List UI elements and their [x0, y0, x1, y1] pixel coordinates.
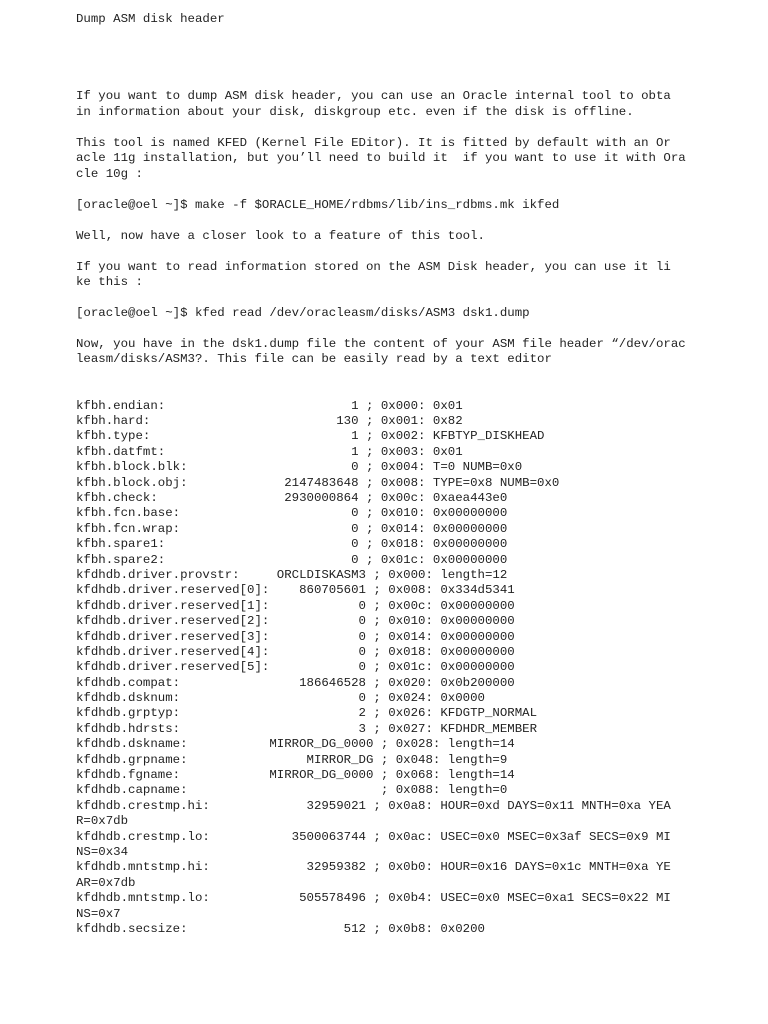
text-line: If you want to read information stored on the ASM Disk header, you can use it li	[76, 259, 671, 274]
dump-line: AR=0x7db	[76, 875, 136, 890]
dump-line: kfdhdb.grptyp: 2 ; 0x026: KFDGTP_NORMAL	[76, 706, 538, 721]
text-line: leasm/disks/ASM3?. This file can be easily read by a text editor	[76, 352, 552, 367]
paragraph-feature	[76, 229, 756, 244]
text-line: This tool is named KFED (Kernel File EDitor). It is fitted by default with an Or	[76, 135, 671, 150]
dump-line: kfbh.datfmt: 1 ; 0x003: 0x01	[76, 444, 463, 459]
dump-line: kfdhdb.driver.reserved[5]: 0 ; 0x01c: 0x00000000	[76, 660, 515, 675]
command-kfed-read	[76, 306, 756, 321]
dump-line: kfdhdb.dsknum: 0 ; 0x024: 0x0000	[76, 691, 485, 706]
text-line: ke this :	[76, 274, 143, 289]
text-line: cle 10g :	[76, 166, 143, 181]
dump-line: kfbh.block.obj: 2147483648 ; 0x008: TYPE=0x8 NUMB=0x0	[76, 475, 560, 490]
dump-line: kfdhdb.compat: 186646528 ; 0x020: 0x0b200000	[76, 675, 515, 690]
dump-line: kfdhdb.grpname: MIRROR_DG ; 0x048: length=9	[76, 752, 508, 767]
dump-line: kfdhdb.driver.reserved[0]: 860705601 ; 0x008: 0x334d5341	[76, 583, 515, 598]
text-line: Now, you have in the dsk1.dump file the content of your ASM file header “/dev/orac	[76, 336, 686, 351]
text-line: Well, now have a closer look to a feature of this tool.	[76, 228, 485, 243]
paragraph-read	[76, 260, 756, 291]
dump-line: kfbh.fcn.base: 0 ; 0x010: 0x00000000	[76, 506, 508, 521]
paragraph-dump-file	[76, 337, 756, 368]
command-make	[76, 198, 756, 213]
dump-line: NS=0x7	[76, 906, 121, 921]
dump-line: kfbh.hard: 130 ; 0x001: 0x82	[76, 414, 463, 429]
dump-line: kfdhdb.driver.reserved[3]: 0 ; 0x014: 0x00000000	[76, 629, 515, 644]
dump-line: NS=0x34	[76, 844, 129, 859]
dump-line: kfdhdb.hdrsts: 3 ; 0x027: KFDHDR_MEMBER	[76, 721, 538, 736]
dump-line: kfbh.fcn.wrap: 0 ; 0x014: 0x00000000	[76, 521, 508, 536]
dump-line: kfbh.spare2: 0 ; 0x01c: 0x00000000	[76, 552, 508, 567]
dump-line: kfdhdb.driver.reserved[2]: 0 ; 0x010: 0x00000000	[76, 614, 515, 629]
document-title: Dump ASM disk header	[76, 12, 225, 26]
dump-line: kfdhdb.driver.reserved[1]: 0 ; 0x00c: 0x00000000	[76, 598, 515, 613]
dump-line: kfdhdb.dskname: MIRROR_DG_0000 ; 0x028: length=14	[76, 737, 515, 752]
paragraph-kfed	[76, 136, 756, 182]
dump-line: kfbh.type: 1 ; 0x002: KFBTYP_DISKHEAD	[76, 429, 545, 444]
dump-line: kfdhdb.driver.reserved[4]: 0 ; 0x018: 0x00000000	[76, 644, 515, 659]
dump-line: kfbh.block.blk: 0 ; 0x004: T=0 NUMB=0x0	[76, 460, 523, 475]
text-line: in information about your disk, diskgroup etc. even if the disk is offline.	[76, 104, 634, 119]
paragraph-intro	[76, 89, 756, 120]
dump-line: kfdhdb.driver.provstr: ORCLDISKASM3 ; 0x000: length=12	[76, 567, 508, 582]
dump-line: kfdhdb.capname: ; 0x088: length=0	[76, 783, 508, 798]
command-line: [oracle@oel ~]$ kfed read /dev/oracleasm/disks/ASM3 dsk1.dump	[76, 305, 530, 320]
asm-header-dump	[76, 399, 756, 938]
dump-line: kfdhdb.crestmp.hi: 32959021 ; 0x0a8: HOUR=0xd DAYS=0x11 MNTH=0xa YEA	[76, 798, 671, 813]
text-line: acle 11g installation, but you’ll need to build it if you want to use it with Ora	[76, 151, 686, 166]
dump-line: kfdhdb.fgname: MIRROR_DG_0000 ; 0x068: length=14	[76, 768, 515, 783]
dump-line: kfdhdb.crestmp.lo: 3500063744 ; 0x0ac: USEC=0x0 MSEC=0x3af SECS=0x9 MI	[76, 829, 671, 844]
dump-line: kfbh.check: 2930000864 ; 0x00c: 0xaea443e0	[76, 490, 508, 505]
dump-line: kfbh.endian: 1 ; 0x000: 0x01	[76, 398, 463, 413]
dump-line: R=0x7db	[76, 814, 129, 829]
command-line: [oracle@oel ~]$ make -f $ORACLE_HOME/rdbms/lib/ins_rdbms.mk ikfed	[76, 197, 560, 212]
dump-line: kfdhdb.mntstmp.lo: 505578496 ; 0x0b4: USEC=0x0 MSEC=0xa1 SECS=0x22 MI	[76, 891, 671, 906]
dump-line: kfdhdb.mntstmp.hi: 32959382 ; 0x0b0: HOUR=0x16 DAYS=0x1c MNTH=0xa YE	[76, 860, 671, 875]
text-line: If you want to dump ASM disk header, you can use an Oracle internal tool to obta	[76, 89, 671, 104]
document-page	[76, 12, 756, 937]
dump-line: kfbh.spare1: 0 ; 0x018: 0x00000000	[76, 537, 508, 552]
dump-line: kfdhdb.secsize: 512 ; 0x0b8: 0x0200	[76, 921, 485, 936]
